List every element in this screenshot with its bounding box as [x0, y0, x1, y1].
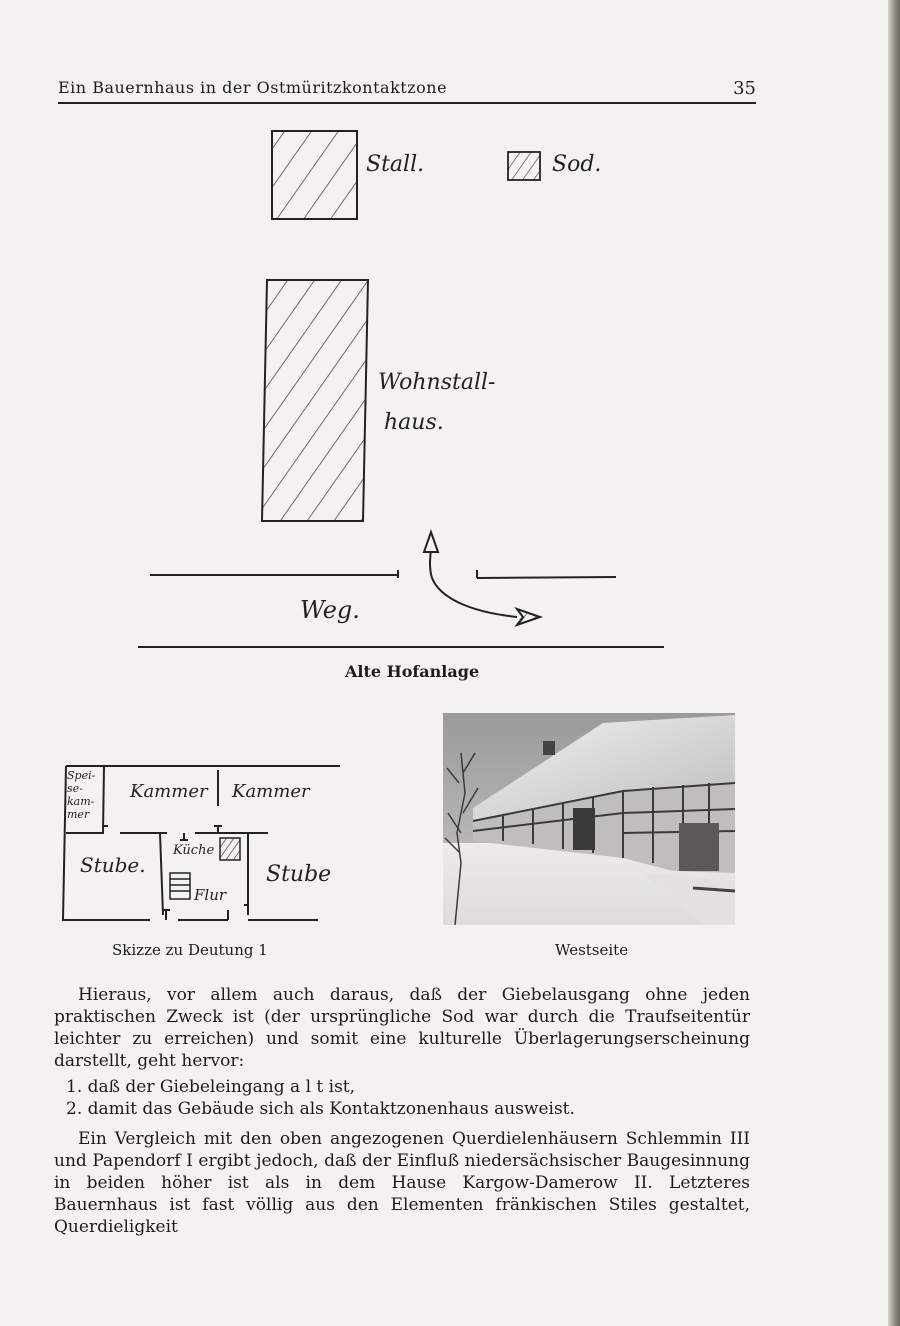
speisekammer-line-2: se-: [67, 782, 83, 795]
floor-plan-caption: Skizze zu Deutung 1: [112, 941, 268, 959]
label-wohnstallhaus-2: haus.: [384, 410, 444, 435]
floor-label-stube-left: Stube.: [80, 853, 146, 877]
list-item-1: 1. daß der Giebeleingang a l t ist,: [66, 1077, 356, 1097]
site-plan-caption: Alte Hofanlage: [345, 662, 480, 681]
page-header: [58, 76, 756, 104]
speisekammer-line-3: kam-: [67, 795, 95, 808]
running-title: Ein Bauernhaus in der Ostmüritzkontaktzone: [58, 78, 448, 97]
page-number: 35: [733, 78, 756, 99]
floor-label-stube-right: Stube: [266, 862, 332, 887]
stall-building: [272, 131, 357, 219]
page-edge: [888, 0, 900, 1326]
body-text: [54, 984, 750, 1238]
floor-label-kammer-left: Kammer: [130, 781, 208, 802]
wohnstallhaus-building: [262, 280, 368, 521]
stairs-icon: [170, 873, 190, 899]
paragraph-1: Hieraus, vor allem auch daraus, daß der Giebelausgang ohne jeden praktischen Zweck ist (der ursprüngliche Sod war durch die Traufseitentür leichter zu erreichen) und somit eine kulturelle Überlagerungserscheinung darstellt, geht hervor:: [54, 985, 750, 1071]
speisekammer-line-1: Spei-: [67, 769, 96, 782]
floor-label-speisekammer: [67, 769, 95, 821]
floor-label-flur: Flur: [194, 886, 227, 904]
label-sod: Sod.: [552, 152, 602, 177]
list-item-2: 2. damit das Gebäude sich als Kontaktzonenhaus ausweist.: [66, 1099, 575, 1119]
road-lines: [138, 570, 664, 647]
sod-well: [508, 152, 540, 180]
paragraph-2: Ein Vergleich mit den oben angezogenen Querdielenhäusern Schlemmin III und Papendorf I ergibt jedoch, daß der Einfluß niedersächsischer Baugesinnung in beiden höher ist als in dem Hause Kargow-Damerow II. Letzteres Bauernhaus ist fast völlig aus den Elementen fränkischen Stiles gestaltet, Querdieligkeit: [54, 1129, 750, 1237]
label-weg: Weg.: [300, 596, 360, 624]
floor-label-kammer-right: Kammer: [232, 781, 310, 802]
floor-label-kueche: Küche: [173, 843, 215, 858]
label-stall: Stall.: [366, 152, 425, 177]
photo-caption: Westseite: [555, 941, 629, 959]
stove-icon: [220, 838, 240, 860]
label-wohnstallhaus-1: Wohnstall-: [378, 370, 496, 395]
speisekammer-line-4: mer: [67, 808, 90, 821]
farmhouse-photo: [443, 713, 735, 925]
